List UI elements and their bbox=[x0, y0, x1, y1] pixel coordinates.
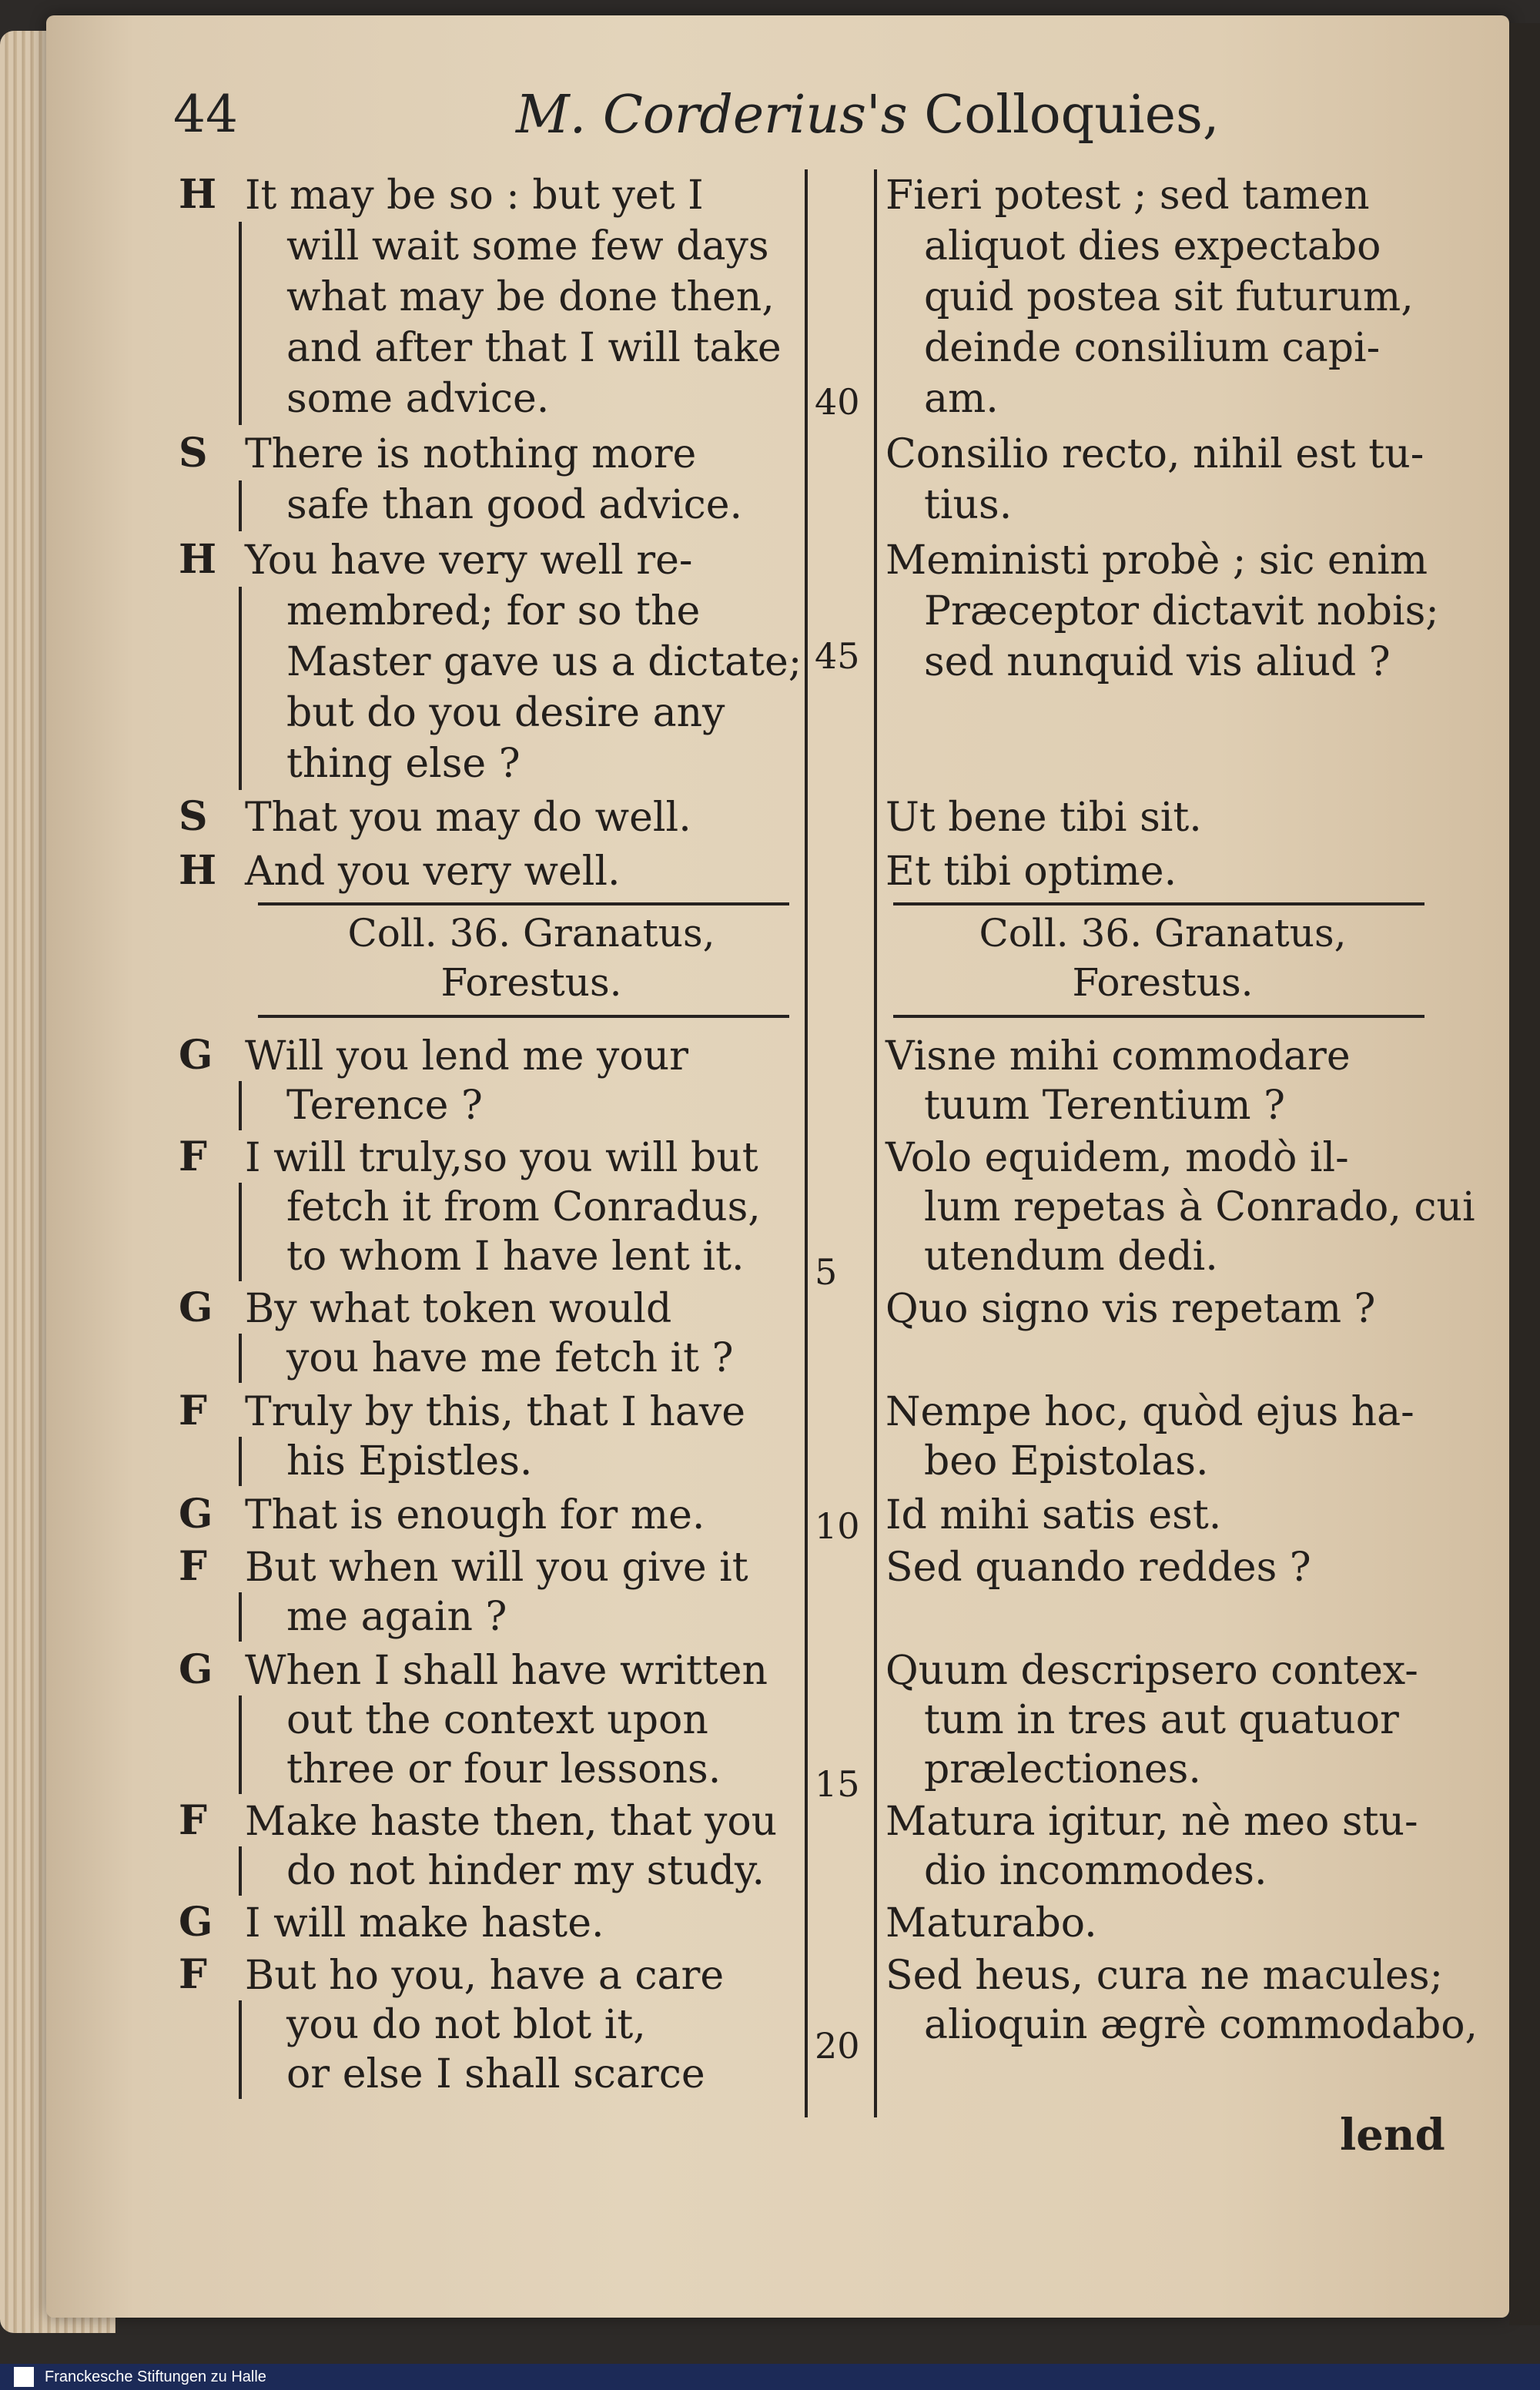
english-line: three or four lessons. bbox=[286, 1746, 721, 1792]
english-line: Make haste then, that you bbox=[245, 1799, 778, 1845]
latin-line: Sed quando reddes ? bbox=[886, 1545, 1311, 1591]
latin-line: lum repetas à Conrado, cui bbox=[924, 1184, 1475, 1230]
column-rule-right bbox=[874, 169, 877, 2117]
english-line: thing else ? bbox=[286, 741, 521, 787]
latin-line: am. bbox=[924, 376, 999, 422]
latin-line: utendum dedi. bbox=[924, 1233, 1218, 1280]
latin-line: Nempe hoc, quòd ejus ha- bbox=[886, 1389, 1414, 1435]
library-logo-icon bbox=[14, 2367, 34, 2387]
speech-bracket-rule bbox=[239, 1437, 242, 1486]
speech-bracket-rule bbox=[239, 480, 242, 531]
speech-bracket-rule bbox=[239, 1183, 242, 1281]
page-number: 44 bbox=[173, 85, 238, 144]
english-line: what may be done then, bbox=[286, 274, 775, 320]
english-line: or else I shall scarce bbox=[286, 2051, 705, 2097]
latin-line: Consilio recto, nihil est tu- bbox=[886, 431, 1424, 477]
english-line: you have me fetch it ? bbox=[286, 1335, 734, 1381]
latin-line: Volo equidem, modò il- bbox=[886, 1135, 1349, 1181]
english-line: me again ? bbox=[286, 1594, 507, 1640]
heading-rule-bottom-la bbox=[893, 1015, 1424, 1018]
colloquy-heading-latin: Coll. 36. Granatus, Forestus. bbox=[979, 911, 1347, 1005]
speaker-marker: G bbox=[179, 1032, 213, 1079]
line-number: 40 bbox=[815, 381, 860, 423]
english-line: And you very well. bbox=[245, 849, 621, 895]
speaker-marker: G bbox=[179, 1646, 213, 1693]
latin-line: sed nunquid vis aliud ? bbox=[924, 639, 1391, 685]
speech-bracket-rule bbox=[239, 1846, 242, 1896]
speech-bracket-rule bbox=[239, 1695, 242, 1794]
english-line: do not hinder my study. bbox=[286, 1848, 765, 1894]
latin-line: Matura igitur, nè meo stu- bbox=[886, 1799, 1418, 1845]
english-line: By what token would bbox=[245, 1286, 672, 1332]
english-line: But ho you, have a care bbox=[245, 1953, 725, 1999]
speaker-marker: G bbox=[179, 1284, 213, 1331]
latin-line: Visne mihi commodare bbox=[886, 1033, 1351, 1080]
speaker-marker: F bbox=[179, 1543, 207, 1590]
speech-bracket-rule bbox=[239, 1334, 242, 1383]
english-line: You have very well re- bbox=[245, 537, 693, 584]
catchword: lend bbox=[1340, 2110, 1445, 2161]
line-number: 10 bbox=[815, 1505, 860, 1547]
speech-bracket-rule bbox=[239, 587, 242, 790]
speaker-marker: H bbox=[179, 847, 217, 894]
english-line: There is nothing more bbox=[245, 431, 697, 477]
english-line: and after that I will take bbox=[286, 325, 782, 371]
english-line: I will truly,so you will but bbox=[245, 1135, 758, 1181]
english-line: That is enough for me. bbox=[245, 1492, 705, 1538]
adjacent-page-edge bbox=[1509, 23, 1540, 2325]
english-line: Truly by this, that I have bbox=[245, 1389, 746, 1435]
english-line: will wait some few days bbox=[286, 223, 769, 269]
english-line: to whom I have lent it. bbox=[286, 1233, 745, 1280]
latin-line: Fieri potest ; sed tamen bbox=[886, 172, 1370, 219]
footer-credit: Franckesche Stiftungen zu Halle bbox=[45, 2368, 266, 2385]
english-line: fetch it from Conradus, bbox=[286, 1184, 761, 1230]
english-line: some advice. bbox=[286, 376, 550, 422]
latin-line: prælectiones. bbox=[924, 1746, 1201, 1792]
latin-line: Præceptor dictavit nobis; bbox=[924, 588, 1439, 634]
latin-line: tum in tres aut quatuor bbox=[924, 1697, 1399, 1743]
latin-line: deinde consilium capi- bbox=[924, 325, 1381, 371]
speaker-marker: H bbox=[179, 171, 217, 218]
english-line: his Epistles. bbox=[286, 1438, 533, 1485]
latin-line: Meministi probè ; sic enim bbox=[886, 537, 1428, 584]
colloquy-heading-english: Coll. 36. Granatus, Forestus. bbox=[347, 911, 715, 1005]
latin-line: Id mihi satis est. bbox=[886, 1492, 1222, 1538]
speaker-marker: F bbox=[179, 1951, 207, 1998]
speaker-marker: F bbox=[179, 1133, 207, 1180]
speaker-marker: F bbox=[179, 1387, 207, 1434]
latin-line: Quo signo vis repetam ? bbox=[886, 1286, 1376, 1332]
english-line: Terence ? bbox=[286, 1083, 483, 1129]
english-line: It may be so : but yet I bbox=[245, 172, 704, 219]
english-line: But when will you give it bbox=[245, 1545, 748, 1591]
english-line: Master gave us a dictate; bbox=[286, 639, 802, 685]
english-line: out the context upon bbox=[286, 1697, 708, 1743]
latin-line: Et tibi optime. bbox=[886, 849, 1177, 895]
latin-line: beo Epistolas. bbox=[924, 1438, 1209, 1485]
latin-line: Maturabo. bbox=[886, 1900, 1097, 1946]
line-number: 5 bbox=[815, 1251, 838, 1293]
english-line: safe than good advice. bbox=[286, 482, 743, 528]
latin-line: aliquot dies expectabo bbox=[924, 223, 1381, 269]
latin-line: Ut bene tibi sit. bbox=[886, 795, 1202, 841]
heading-rule-top-la bbox=[893, 902, 1424, 905]
english-line: I will make haste. bbox=[245, 1900, 604, 1946]
english-line: Will you lend me your bbox=[245, 1033, 689, 1080]
speaker-marker: G bbox=[179, 1491, 213, 1538]
speaker-marker: S bbox=[179, 430, 208, 477]
english-line: When I shall have written bbox=[245, 1648, 768, 1694]
speaker-marker: G bbox=[179, 1899, 213, 1946]
latin-line: tuum Terentium ? bbox=[924, 1083, 1285, 1129]
english-line: membred; for so the bbox=[286, 588, 701, 634]
speech-bracket-rule bbox=[239, 1081, 242, 1130]
english-line: That you may do well. bbox=[245, 795, 691, 841]
speech-bracket-rule bbox=[239, 1592, 242, 1642]
speaker-marker: F bbox=[179, 1797, 207, 1844]
latin-line: dio incommodes. bbox=[924, 1848, 1267, 1894]
line-number: 20 bbox=[815, 2025, 860, 2067]
english-line: but do you desire any bbox=[286, 690, 725, 736]
speech-bracket-rule bbox=[239, 2000, 242, 2099]
latin-line: tius. bbox=[924, 482, 1013, 528]
heading-rule-bottom-en bbox=[258, 1015, 789, 1018]
english-line: you do not blot it, bbox=[286, 2002, 646, 2048]
speech-bracket-rule bbox=[239, 222, 242, 425]
line-number: 15 bbox=[815, 1763, 860, 1805]
latin-line: alioquin ægrè commodabo, bbox=[924, 2002, 1478, 2048]
column-rule-left bbox=[805, 169, 808, 2117]
latin-line: Quum descripsero contex- bbox=[886, 1648, 1418, 1694]
latin-line: Sed heus, cura ne macules; bbox=[886, 1953, 1444, 1999]
latin-line: quid postea sit futurum, bbox=[924, 274, 1414, 320]
running-head bbox=[0, 85, 1540, 146]
heading-rule-top-en bbox=[258, 902, 789, 905]
line-number: 45 bbox=[815, 635, 860, 677]
speaker-marker: H bbox=[179, 536, 217, 583]
speaker-marker: S bbox=[179, 793, 208, 840]
page-title: M. Corderius's Colloquies, bbox=[516, 85, 1220, 146]
